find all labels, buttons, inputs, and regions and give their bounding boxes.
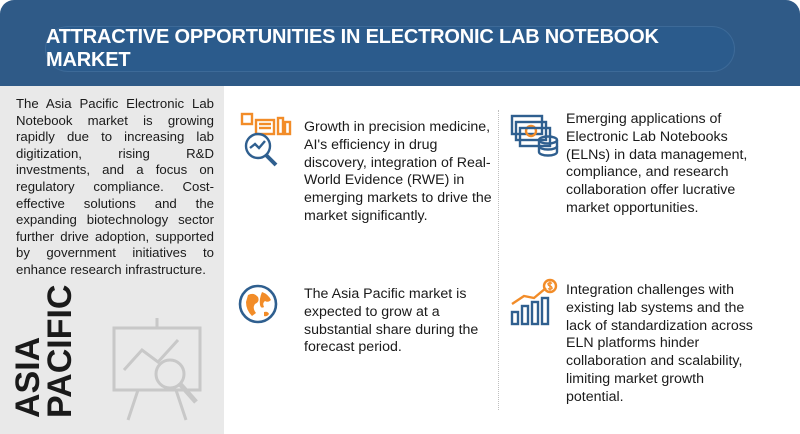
opportunity-text: The Asia Pacific market is expected to grow at a substantial share during the forecast period. [304,286,479,356]
region-panel [0,86,224,434]
region-label-line2: PACIFIC [41,284,79,418]
growth-chart-dollar-icon [508,278,560,328]
page-title: ATTRACTIVE OPPORTUNITIES IN ELECTRONIC LAB NOTEBOOK MARKET [46,26,659,71]
opportunity-text: Growth in precision medicine, AI's efficiency in drug discovery, integration of Real-World Evidence (RWE) in emerging markets to drive the market significantly. [304,119,492,224]
opportunity-text: Integration challenges with existing lab systems and the lack of standardization across ELN platforms hinder collaboration and scalability, limiting market growth potential. [566,282,753,405]
analytics-magnifier-icon [236,108,296,168]
presentation-analysis-icon [108,314,212,426]
money-coins-icon [508,108,560,160]
opportunity-text: Emerging applications of Electronic Lab Notebooks (ELNs) in data management, compliance, and research collaboration offer lucrative market opportunities. [566,111,748,216]
region-description: The Asia Pacific Electronic Lab Notebook market is growing rapidly due to increasing lab digitization, rising R&D investments, and a focus on regulatory compliance. Cost-effective solutions and the expanding biotechnology sector further drive adoption, supported by government initiatives to enhance research infrastructure. [16,96,214,277]
region-label [9,284,79,418]
region-label-line1: ASIA [9,336,47,418]
globe-icon [236,282,280,326]
title-pill [46,27,734,71]
header-banner [0,0,800,86]
